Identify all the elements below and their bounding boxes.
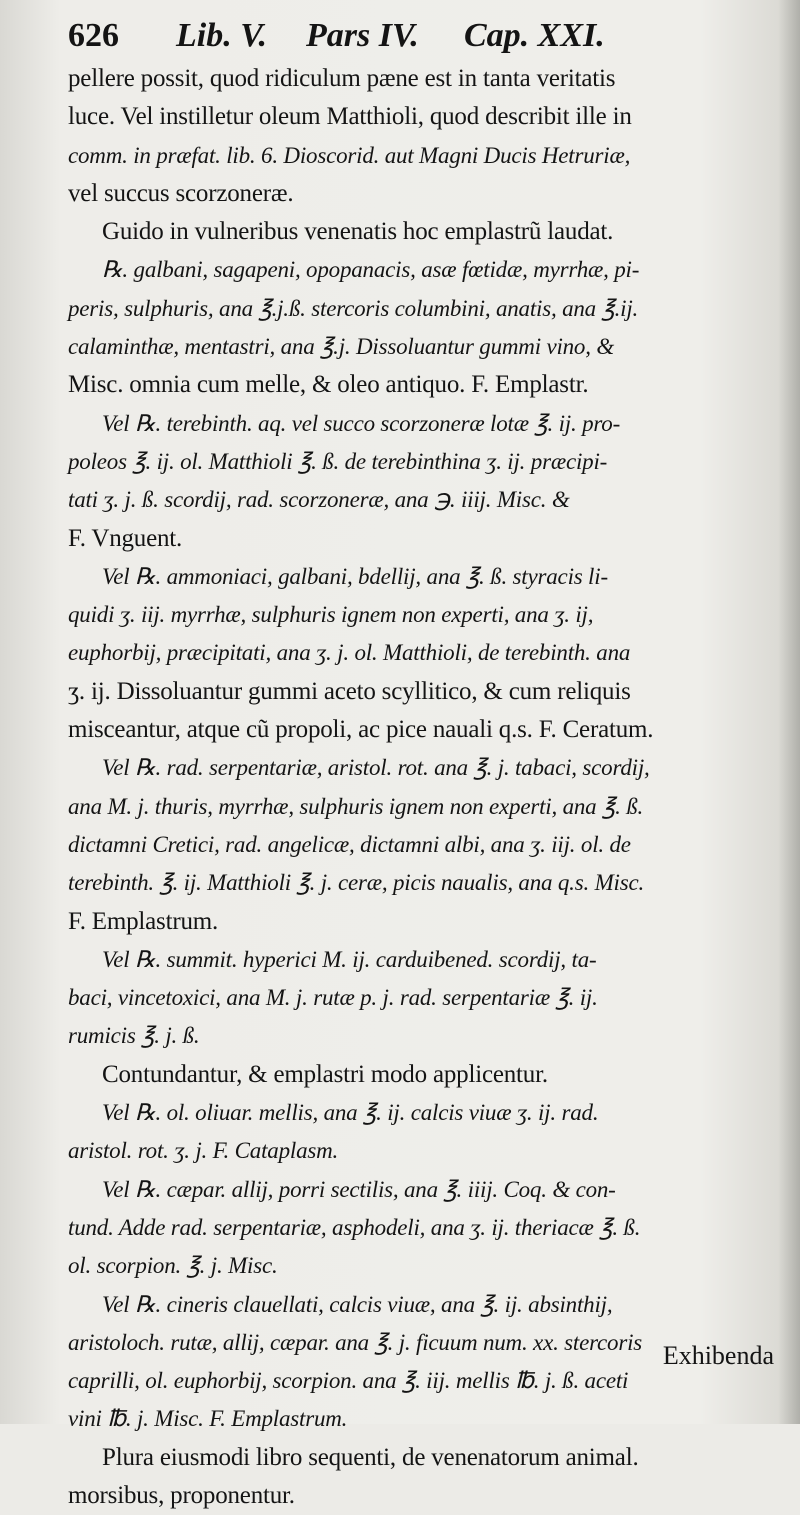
text-line: terebinth. ℥. ij. Matthioli ℥. j. ceræ, picis naualis, ana q.s. Misc. [68,870,645,896]
text-line: Vel ℞. cæpar. allij, porri sectilis, ana ℥. iiij. Coq. & con- [102,1176,616,1202]
text-line: poleos ℥. ij. ol. Matthioli ℥. ß. de terebinthina ʒ. ij. præcipi- [68,448,608,474]
text-line: vini ℔. j. Misc. F. Emplastrum. [68,1406,348,1432]
text-line: pellere possit, quod ridiculum pæne est in tanta veritatis [68,65,616,92]
text-line: baci, vincetoxici, ana M. j. rutæ p. j. rad. serpentariæ ℥. ij. [68,985,598,1011]
text-line: ana M. j. thuris, myrrhæ, sulphuris ignem non experti, ana ℥. ß. [68,793,644,819]
text-line: dictamni Cretici, rad. angelicæ, dictamni albi, ana ʒ. iij. ol. de [68,831,631,857]
chapter-label: Cap. XXI. [464,17,605,54]
text-line: vel succus scorzoneræ. [68,179,294,207]
text-line: Contundantur, & emplastri modo applicentur. [102,1060,548,1088]
text-line: quidi ʒ. iij. myrrhæ, sulphuris ignem non experti, ana ʒ. ij, [68,602,594,628]
text-line: Vel ℞. cineris clauellati, calcis viuæ, ana ℥. ij. absinthij, [102,1291,613,1317]
text-line: comm. in præfat. lib. 6. Dioscorid. aut Magni Ducis Hetruriæ, [68,142,631,168]
part-label: Pars IV. [306,17,419,54]
text-line: ol. scorpion. ℥. j. Misc. [68,1253,278,1279]
text-line: Misc. omnia cum melle, & oleo antiquo. F. Emplastr. [68,371,589,399]
catchword: Exhibenda [662,1341,774,1370]
text-line: calaminthæ, mentastri, ana ℥.j. Dissoluantur gummi vino, & [68,334,615,360]
running-header [68,14,776,58]
text-line: peris, sulphuris, ana ℥.j.ß. stercoris columbini, anatis, ana ℥.ij. [68,295,639,321]
text-line: F. Vnguent. [68,524,183,552]
text-line: Plura eiusmodi libro sequenti, de venenatorum animal. [102,1443,639,1471]
text-line: luce. Vel instilletur oleum Matthioli, quod describit ille in [68,103,632,131]
text-line: Vel ℞. summit. hyperici M. ij. carduibened. scordij, ta- [102,946,597,972]
text-line: aristol. rot. ʒ. j. F. Cataplasm. [68,1138,339,1164]
body-text [68,60,776,1515]
text-line: rumicis ℥. j. ß. [68,1023,200,1049]
page-edge-shadow [778,0,800,1424]
text-line: tati ʒ. j. ß. scordij, rad. scorzoneræ, ana ℈. iiij. Misc. & [68,487,570,513]
text-line: euphorbij, præcipitati, ana ʒ. j. ol. Matthioli, de terebinth. ana [68,640,631,666]
text-line: tund. Adde rad. serpentariæ, asphodeli, ana ʒ. ij. theriacæ ℥. ß. [68,1214,641,1240]
book-label: Lib. V. [176,17,268,54]
text-line: Vel ℞. terebinth. aq. vel succo scorzoneræ lotæ ℥. ij. pro- [102,410,621,436]
text-line: Vel ℞. rad. serpentariæ, aristol. rot. ana ℥. j. tabaci, scordij, [102,755,650,781]
text-line: misceantur, atque cũ propoli, ac pice nauali q.s. F. Ceratum. [68,716,654,744]
text-line: morsibus, proponentur. [68,1481,295,1509]
text-line: ʒ. ij. Dissoluantur gummi aceto scyllitico, & cum reliquis [68,677,631,705]
text-line: Vel ℞. ol. oliuar. mellis, ana ℥. ij. calcis viuæ ʒ. ij. rad. [102,1100,599,1126]
text-line: Guido in vulneribus venenatis hoc emplastrũ laudat. [102,218,614,246]
text-line: ℞. galbani, sagapeni, opopanacis, asæ fœtidæ, myrrhæ, pi- [102,257,640,283]
page-number: 626 [68,17,119,54]
text-line: aristoloch. rutæ, allij, cæpar. ana ℥. j. ficuum num. xx. stercoris [68,1329,643,1355]
text-line: Vel ℞. ammoniaci, galbani, bdellij, ana ℥. ß. styracis li- [102,563,608,589]
text-line: caprilli, ol. euphorbij, scorpion. ana ℥. iij. mellis ℔. j. ß. aceti [68,1368,629,1394]
text-line: F. Emplastrum. [68,907,219,935]
